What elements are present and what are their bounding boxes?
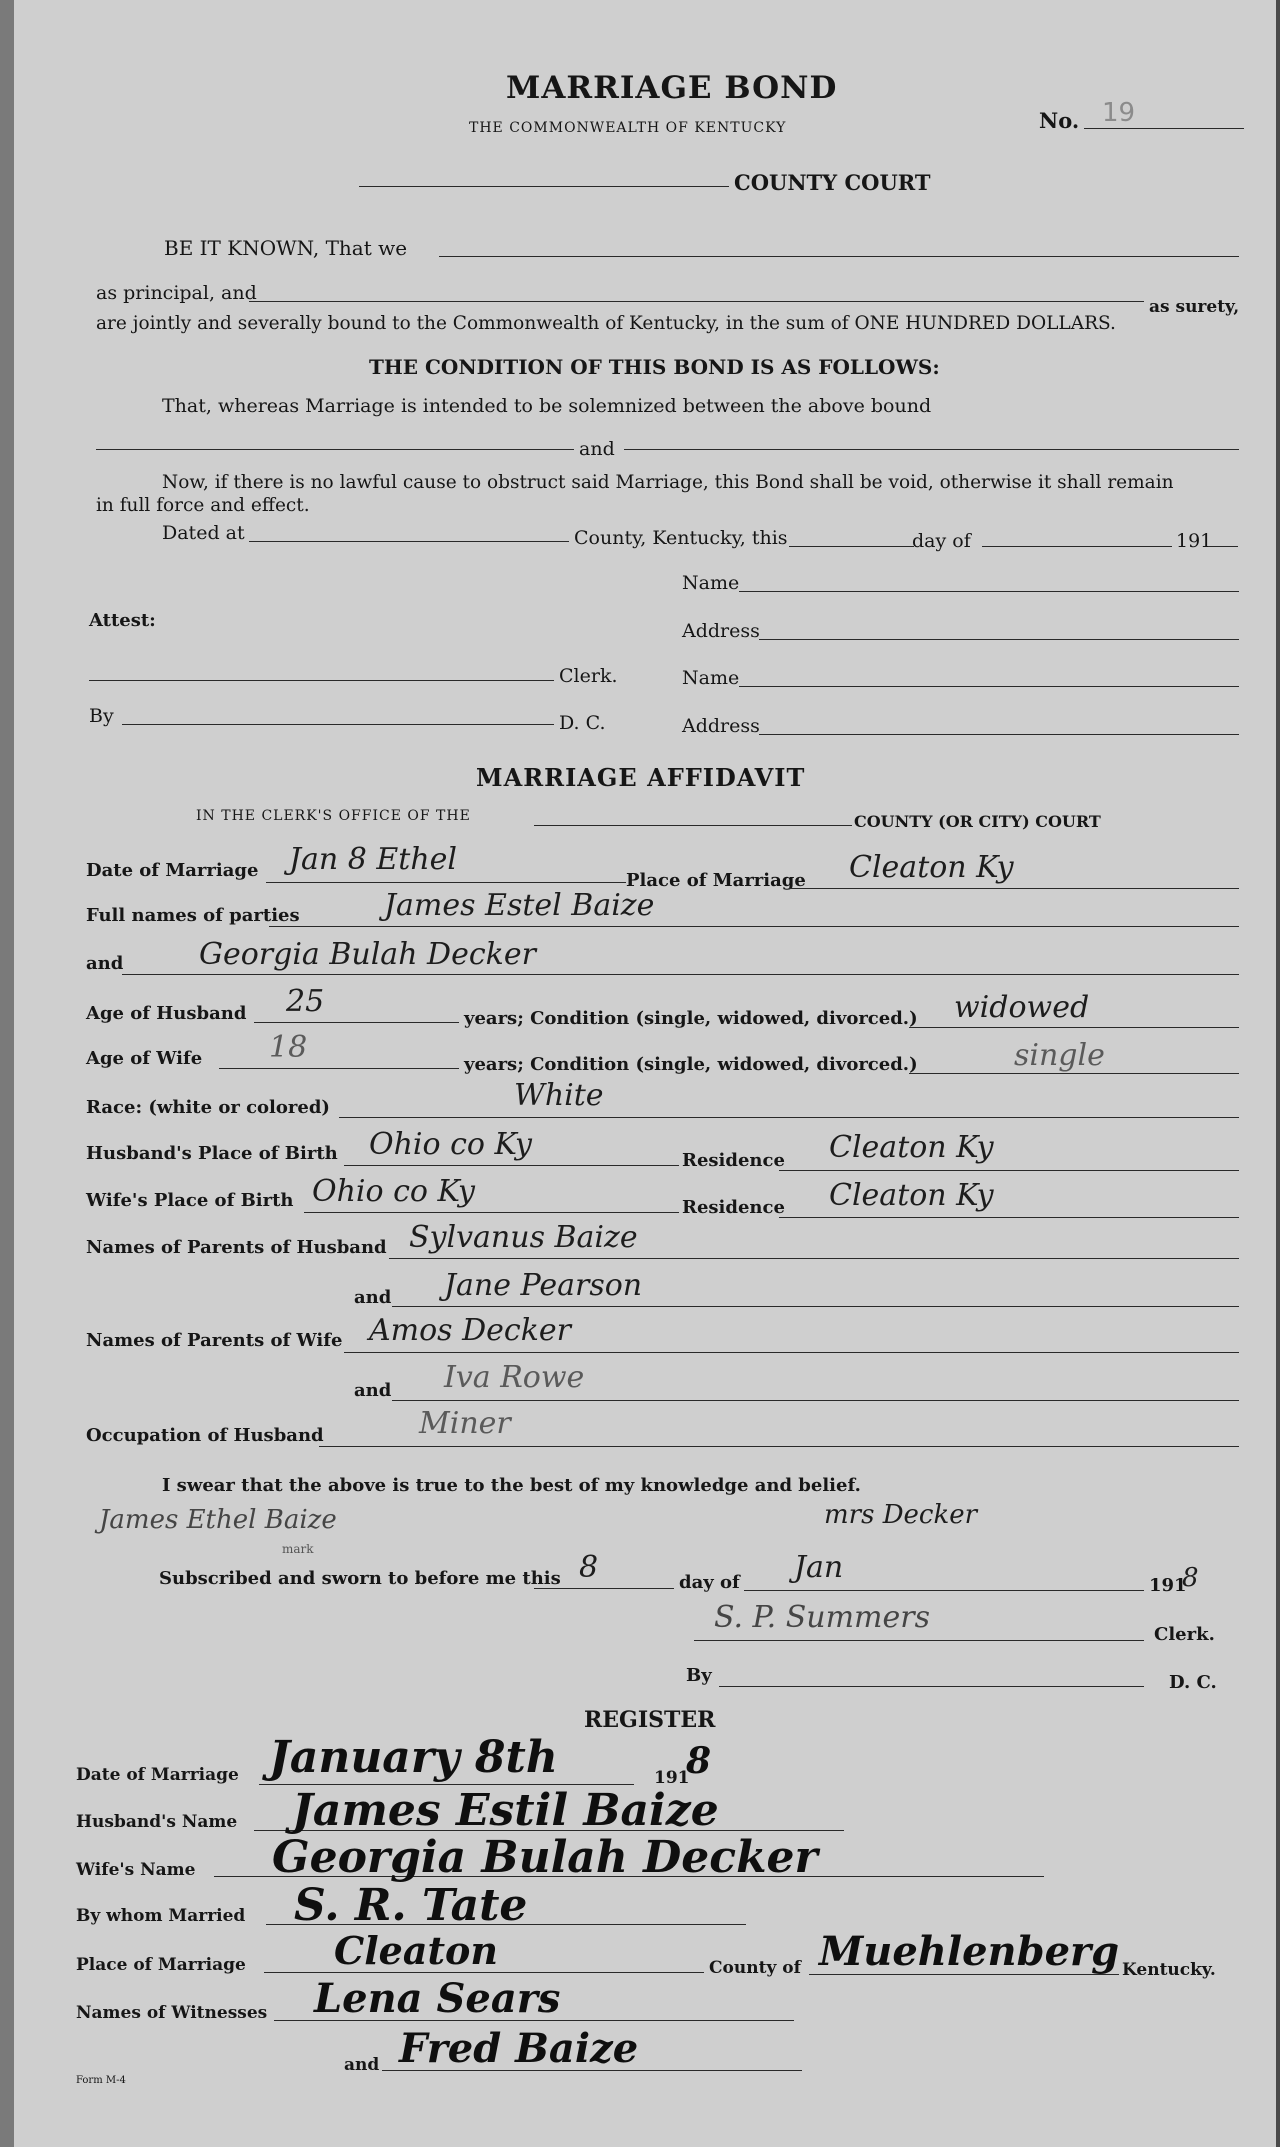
clerks-office: IN THE CLERK'S OFFICE OF THE <box>196 808 471 824</box>
parents-husband-label: Names of Parents of Husband <box>86 1237 387 1258</box>
dc-label: D. C. <box>559 712 606 734</box>
register-county-of: County of <box>709 1958 801 1978</box>
wife-birth-value: Ohio co Ky <box>312 1174 475 1209</box>
register-wife-label: Wife's Name <box>76 1860 196 1880</box>
wife-birth-line <box>304 1212 679 1213</box>
register-wife-value: Georgia Bulah Decker <box>272 1832 818 1883</box>
register-husband-value: James Estil Baize <box>292 1785 719 1836</box>
party1-line <box>96 449 574 450</box>
occupation-label: Occupation of Husband <box>86 1425 324 1446</box>
husband-signature: James Ethel Baize <box>99 1505 337 1535</box>
swear-text: I swear that the above is true to the best of my knowledge and belief. <box>162 1475 861 1496</box>
whereas-text: That, whereas Marriage is intended to be solemnized between the above bound <box>162 395 932 417</box>
register-title: REGISTER <box>584 1707 716 1733</box>
husband-birth-label: Husband's Place of Birth <box>86 1143 338 1164</box>
date-of-marriage-label: Date of Marriage <box>86 860 259 881</box>
register-county-value: Muehlenberg <box>819 1928 1120 1975</box>
date-of-marriage-line <box>266 882 626 883</box>
husband-birth-line <box>344 1165 679 1166</box>
scan-left-edge <box>0 0 14 2147</box>
surety-name-label: Name <box>682 572 740 594</box>
by-label: By <box>89 705 114 727</box>
bond-subtitle: THE COMMONWEALTH OF KENTUCKY <box>469 120 787 136</box>
husband-father-value: Sylvanus Baize <box>409 1220 638 1255</box>
place-of-marriage-value: Cleaton Ky <box>849 850 1014 885</box>
register-date-label: Date of Marriage <box>76 1765 239 1785</box>
years-condition-wife: years; Condition (single, widowed, divorced.) <box>464 1054 918 1075</box>
race-line <box>339 1117 1239 1118</box>
clerks-office-line <box>534 825 852 826</box>
sworn-day-of: day of <box>679 1572 740 1593</box>
principal-address-line <box>759 734 1239 735</box>
affidavit-clerk-label: Clerk. <box>1154 1624 1215 1645</box>
county-ky-this: County, Kentucky, this <box>574 527 788 549</box>
clerk-signature: S. P. Summers <box>714 1600 930 1635</box>
husband-birth-value: Ohio co Ky <box>369 1127 532 1162</box>
wife-mother-value: Iva Rowe <box>444 1360 585 1395</box>
clerk-line <box>89 680 554 681</box>
parents-wife-label: Names of Parents of Wife <box>86 1330 343 1351</box>
husband-condition-value: widowed <box>954 990 1090 1025</box>
party2-line <box>624 449 1239 450</box>
year-line <box>1208 546 1238 547</box>
age-husband-line <box>254 1022 459 1023</box>
wife-residence-label: Residence <box>682 1197 785 1218</box>
register-witness1-value: Lena Sears <box>314 1975 561 2022</box>
principal-name-label: Name <box>682 667 740 689</box>
sworn-day-value: 8 <box>579 1550 599 1585</box>
affidavit-by-label: By <box>686 1665 712 1686</box>
affidavit-clerk-line <box>694 1640 1144 1641</box>
wife-condition-line <box>909 1073 1239 1074</box>
form-number: Form M-4 <box>76 2075 126 2086</box>
register-by-whom-label: By whom Married <box>76 1906 246 1926</box>
county-court-label: COUNTY COURT <box>734 170 931 195</box>
wife-residence-line <box>779 1217 1239 1218</box>
husband-residence-value: Cleaton Ky <box>829 1130 994 1165</box>
age-wife-label: Age of Wife <box>86 1048 203 1069</box>
county-court-line <box>359 186 729 187</box>
wife-full-name: Georgia Bulah Decker <box>199 937 536 972</box>
condition-heading: THE CONDITION OF THIS BOND IS AS FOLLOWS: <box>369 355 940 379</box>
attest-label: Attest: <box>89 610 156 631</box>
clerk-label: Clerk. <box>559 665 618 687</box>
register-witness2-value: Fred Baize <box>399 2025 639 2072</box>
day-line <box>789 546 914 547</box>
surety-address-label: Address <box>682 620 760 642</box>
be-it-known-line <box>439 256 1239 257</box>
bond-no-value: 19 <box>1102 98 1136 128</box>
county-or-city-court: COUNTY (OR CITY) COURT <box>854 812 1101 831</box>
register-place-label: Place of Marriage <box>76 1955 246 1975</box>
bond-title: MARRIAGE BOND <box>506 70 838 106</box>
as-surety: as surety, <box>1149 297 1240 317</box>
date-of-marriage-value: Jan 8 Ethel <box>289 842 458 877</box>
jointly-text: are jointly and severally bound to the Commonwealth of Kentucky, in the sum of ONE HUNDRED DOLLARS. <box>96 313 1116 334</box>
sworn-day-line <box>534 1588 674 1589</box>
occupation-value: Miner <box>419 1406 511 1441</box>
race-value: White <box>514 1078 604 1113</box>
wife-condition-value: single <box>1014 1038 1105 1073</box>
register-date-value: January 8th <box>269 1732 558 1783</box>
surety-address-line <box>759 639 1239 640</box>
wife-residence-value: Cleaton Ky <box>829 1178 994 1213</box>
dated-at-line <box>249 541 569 542</box>
register-place-value: Cleaton <box>334 1928 499 1973</box>
age-wife-value: 18 <box>269 1030 308 1065</box>
husband-parents-and: and <box>354 1287 392 1308</box>
wife-parents-and: and <box>354 1380 392 1401</box>
full-names-line <box>269 926 1239 927</box>
now-if-text: Now, if there is no lawful cause to obstruct said Marriage, this Bond shall be void, otherwise it shall remain <box>162 472 1174 493</box>
principal-address-label: Address <box>682 715 760 737</box>
sworn-month-value: Jan <box>794 1550 844 1585</box>
register-witness-and: and <box>344 2055 380 2075</box>
bond-no-label: No. <box>1039 108 1080 133</box>
day-of: day of <box>912 530 971 552</box>
sworn-month-line <box>744 1590 1144 1591</box>
principal-name-line <box>739 686 1239 687</box>
wife-signature: mrs Decker <box>824 1500 978 1530</box>
age-husband-value: 25 <box>286 984 325 1019</box>
affidavit-by-line <box>719 1686 1144 1687</box>
as-principal-line <box>249 301 1144 302</box>
register-witnesses-label: Names of Witnesses <box>76 2003 268 2023</box>
register-year-prefix: 191 <box>654 1768 690 1788</box>
by-line <box>122 724 554 725</box>
dated-at: Dated at <box>162 522 245 544</box>
now-if-text-2: in full force and effect. <box>96 495 310 516</box>
sworn-year-suffix: 8 <box>1182 1563 1199 1593</box>
age-husband-label: Age of Husband <box>86 1003 247 1024</box>
and-text: and <box>579 438 615 460</box>
husband-mother-value: Jane Pearson <box>444 1268 643 1303</box>
race-label: Race: (white or colored) <box>86 1097 330 1118</box>
husband-full-name: James Estel Baize <box>384 888 655 923</box>
wife-mother-line <box>392 1400 1239 1401</box>
occupation-line <box>319 1446 1239 1447</box>
affidavit-title: MARRIAGE AFFIDAVIT <box>476 763 806 792</box>
be-it-known: BE IT KNOWN, That we <box>164 236 408 260</box>
husband-residence-label: Residence <box>682 1150 785 1171</box>
husband-residence-line <box>779 1170 1239 1171</box>
register-by-whom-value: S. R. Tate <box>294 1880 528 1931</box>
surety-name-line <box>739 591 1239 592</box>
marriage-document <box>14 0 1276 2147</box>
husband-condition-line <box>909 1027 1239 1028</box>
wife-birth-label: Wife's Place of Birth <box>86 1190 294 1211</box>
register-husband-label: Husband's Name <box>76 1812 238 1832</box>
husband-father-line <box>389 1258 1239 1259</box>
as-principal: as principal, and <box>96 282 257 304</box>
and-label: and <box>86 953 124 974</box>
register-year-suffix: 8 <box>686 1740 712 1782</box>
affidavit-dc-label: D. C. <box>1169 1672 1217 1693</box>
bond-no-line <box>1084 128 1244 129</box>
husband-mother-line <box>392 1306 1239 1307</box>
wife-father-value: Amos Decker <box>369 1313 571 1348</box>
month-line <box>982 546 1172 547</box>
age-wife-line <box>219 1068 459 1069</box>
signature-mark: mark <box>282 1542 314 1556</box>
place-of-marriage-line <box>789 888 1239 889</box>
full-names-label: Full names of parties <box>86 905 300 926</box>
year-prefix: 191 <box>1176 530 1213 552</box>
wife-name-line <box>122 974 1239 975</box>
sworn-year-prefix: 191 <box>1149 1575 1187 1596</box>
register-kentucky: Kentucky. <box>1122 1960 1216 1980</box>
subscribed-text: Subscribed and sworn to before me this <box>159 1568 561 1589</box>
place-of-marriage-label: Place of Marriage <box>626 870 806 891</box>
years-condition-husband: years; Condition (single, widowed, divorced.) <box>464 1008 918 1029</box>
wife-father-line <box>344 1352 1239 1353</box>
